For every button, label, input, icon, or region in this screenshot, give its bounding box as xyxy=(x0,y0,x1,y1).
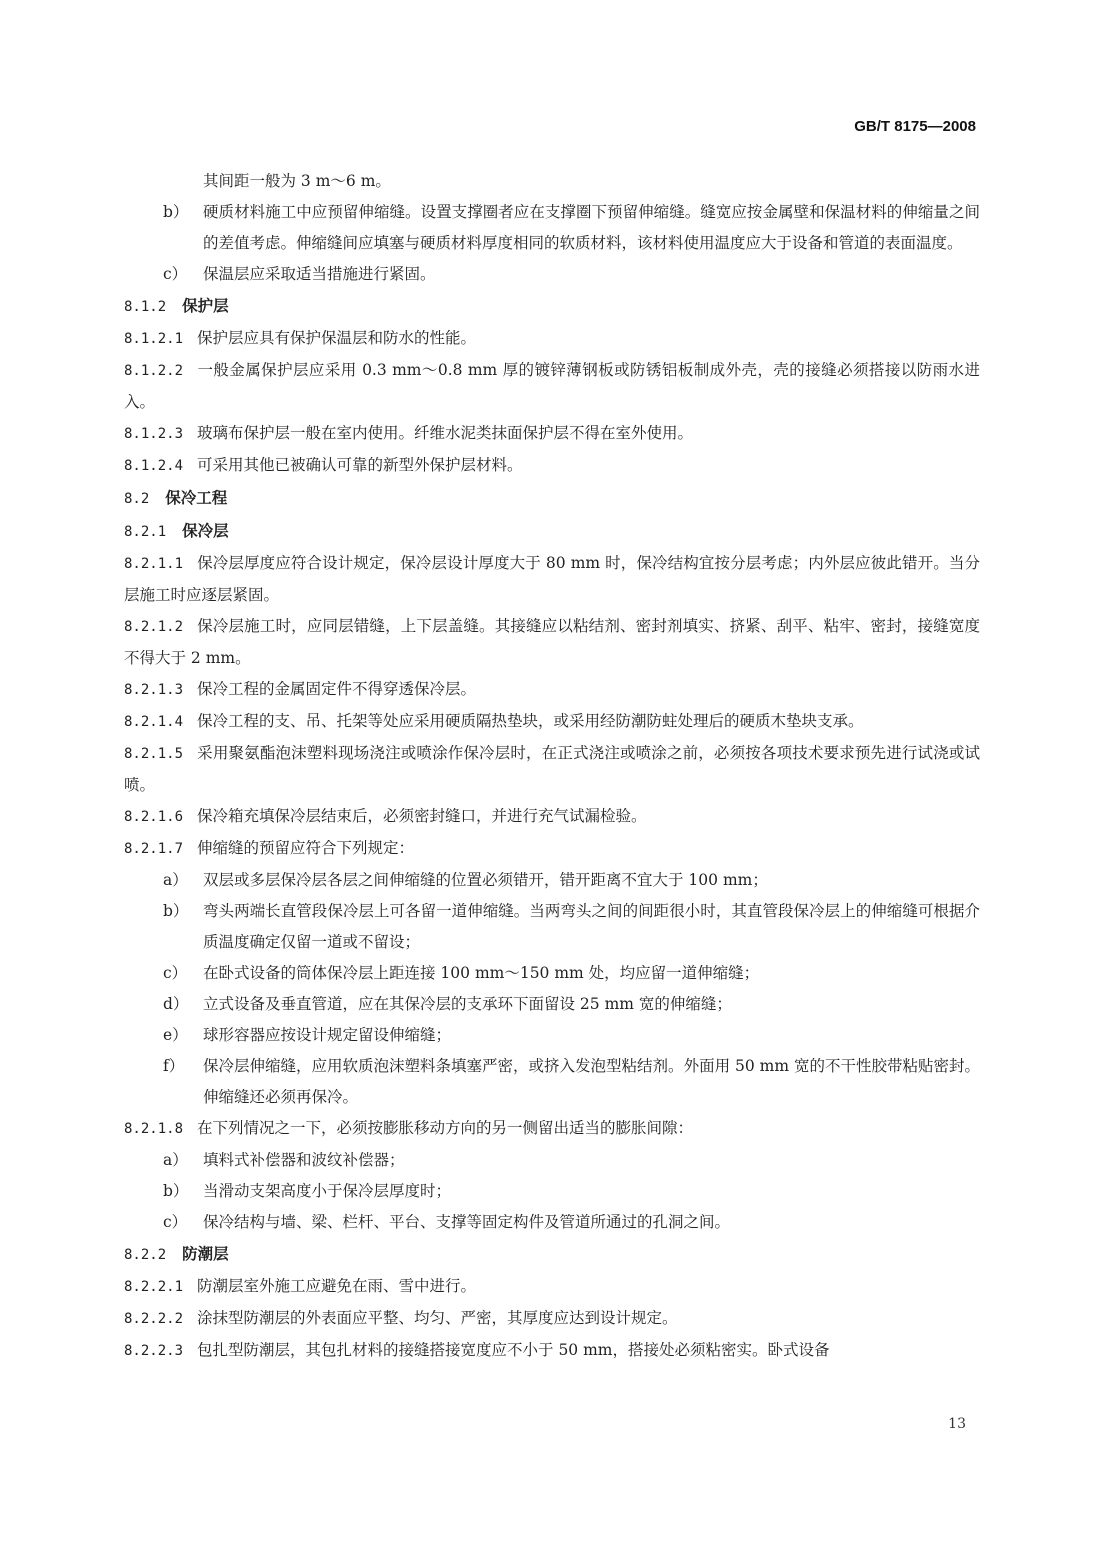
section-title: 保护层 xyxy=(182,296,229,315)
page-number: 13 xyxy=(948,1416,966,1432)
list-item xyxy=(124,1207,980,1238)
clause-number: 8.1.2.1 xyxy=(124,331,184,347)
section-number: 8.2 xyxy=(124,491,150,507)
clause-number: 8.2.1.6 xyxy=(124,809,184,825)
list-item xyxy=(124,1020,980,1051)
section-heading xyxy=(124,482,980,515)
clause xyxy=(124,1303,980,1335)
list-item-text: 球形容器应按设计规定留设伸缩缝； xyxy=(203,1026,452,1044)
clause-number: 8.2.1.7 xyxy=(124,841,184,857)
list-item xyxy=(124,1176,980,1207)
clause-number: 8.1.2.3 xyxy=(124,426,184,442)
list-marker: c） xyxy=(163,1213,188,1231)
clause xyxy=(124,1335,980,1367)
list-item-text: 硬质材料施工中应预留伸缩缝。设置支撑圈者应在支撑圈下预留伸缩缝。缝宽应按金属壁和保温材料的伸缩量之间的差值考虑。伸缩缝间应填塞与硬质材料厚度相同的软质材料，该材料使用温度应大于设备和管道的表面温度。 xyxy=(203,203,980,252)
clause xyxy=(124,801,980,833)
clause-number: 8.1.2.2 xyxy=(124,363,184,379)
list-item-text: 双层或多层保冷层各层之间伸缩缝的位置必须错开，错开距离不宜大于 100 mm； xyxy=(203,871,768,889)
list-item-text: 保冷层伸缩缝，应用软质泡沫塑料条填塞严密，或挤入发泡型粘结剂。外面用 50 mm 宽的不干性胶带粘贴密封。伸缩缝还必须再保冷。 xyxy=(203,1057,980,1106)
list-marker: a） xyxy=(163,871,188,889)
clause-text: 采用聚氨酯泡沫塑料现场浇注或喷涂作保冷层时，在正式浇注或喷涂之前，必须按各项技术要求预先进行试浇或试喷。 xyxy=(124,744,980,794)
list-item xyxy=(124,1145,980,1176)
list-item xyxy=(124,958,980,989)
clause xyxy=(124,450,980,482)
section-number: 8.1.2 xyxy=(124,299,167,315)
continued-text: 其间距一般为 3 m～6 m。 xyxy=(203,172,391,190)
list-item xyxy=(124,989,980,1020)
clause-text: 保冷工程的金属固定件不得穿透保冷层。 xyxy=(197,680,477,698)
section-heading xyxy=(124,1238,980,1271)
clause-number: 8.2.2.1 xyxy=(124,1279,184,1295)
section-title: 防潮层 xyxy=(182,1244,229,1263)
clause-number: 8.2.1.5 xyxy=(124,746,184,762)
standard-number-header: GB/T 8175—2008 xyxy=(854,118,976,135)
list-item xyxy=(124,197,980,259)
list-item-text: 立式设备及垂直管道，应在其保冷层的支承环下面留设 25 mm 宽的伸缩缝； xyxy=(203,995,732,1013)
clause-number: 8.2.2.2 xyxy=(124,1311,184,1327)
clause xyxy=(124,548,980,611)
clause xyxy=(124,1271,980,1303)
clause-number: 8.2.1.4 xyxy=(124,714,184,730)
clause xyxy=(124,611,980,674)
clause-text: 可采用其他已被确认可靠的新型外保护层材料。 xyxy=(197,456,523,474)
section-title: 保冷层 xyxy=(182,521,229,540)
list-marker: e） xyxy=(163,1026,188,1044)
document-body xyxy=(124,166,980,1367)
clause-text: 防潮层室外施工应避免在雨、雪中进行。 xyxy=(197,1277,477,1295)
list-item xyxy=(124,259,980,290)
list-marker: c） xyxy=(163,265,188,283)
clause xyxy=(124,323,980,355)
clause xyxy=(124,833,980,865)
clause-number: 8.2.2.3 xyxy=(124,1343,184,1359)
clause-text: 保冷层施工时，应同层错缝，上下层盖缝。其接缝应以粘结剂、密封剂填实、挤紧、刮平、粘牢、密封，接缝宽度不得大于 2 mm。 xyxy=(124,617,980,667)
list-marker: b） xyxy=(163,1182,189,1200)
list-item-text: 当滑动支架高度小于保冷层厚度时； xyxy=(203,1182,452,1200)
list-marker: b） xyxy=(163,203,189,221)
list-item xyxy=(124,1051,980,1113)
section-heading xyxy=(124,290,980,323)
clause-number: 8.2.1.1 xyxy=(124,556,184,572)
clause-number: 8.2.1.2 xyxy=(124,619,184,635)
section-number: 8.2.1 xyxy=(124,524,167,540)
list-item-text: 在卧式设备的筒体保冷层上距连接 100 mm～150 mm 处，均应留一道伸缩缝； xyxy=(203,964,760,982)
list-item-text: 保冷结构与墙、梁、栏杆、平台、支撑等固定构件及管道所通过的孔洞之间。 xyxy=(203,1213,731,1231)
section-title: 保冷工程 xyxy=(165,488,228,507)
list-marker: a） xyxy=(163,1151,188,1169)
list-marker: b） xyxy=(163,902,189,920)
clause-text: 一般金属保护层应采用 0.3 mm～0.8 mm 厚的镀锌薄钢板或防锈铝板制成外壳，壳的接缝必须搭接以防雨水进入。 xyxy=(124,361,980,411)
clause-number: 8.1.2.4 xyxy=(124,458,184,474)
list-item xyxy=(124,865,980,896)
clause xyxy=(124,706,980,738)
list-item-text: 填料式补偿器和波纹补偿器； xyxy=(203,1151,405,1169)
clause-text: 保冷工程的支、吊、托架等处应采用硬质隔热垫块，或采用经防潮防蛀处理后的硬质木垫块支承。 xyxy=(197,712,864,730)
list-marker: f） xyxy=(163,1057,185,1075)
list-item xyxy=(124,896,980,958)
clause-text: 保冷层厚度应符合设计规定，保冷层设计厚度大于 80 mm 时，保冷结构宜按分层考虑；内外层应彼此错开。当分层施工时应逐层紧固。 xyxy=(124,554,980,604)
clause-text: 玻璃布保护层一般在室内使用。纤维水泥类抹面保护层不得在室外使用。 xyxy=(197,424,694,442)
clause-text: 伸缩缝的预留应符合下列规定： xyxy=(197,839,415,857)
clause xyxy=(124,355,980,418)
list-marker: c） xyxy=(163,964,188,982)
list-marker: d） xyxy=(163,995,189,1013)
clause-number: 8.2.1.8 xyxy=(124,1121,184,1137)
clause xyxy=(124,1113,980,1145)
section-heading xyxy=(124,515,980,548)
clause-text: 保护层应具有保护保温层和防水的性能。 xyxy=(197,329,477,347)
clause xyxy=(124,418,980,450)
clause-text: 涂抹型防潮层的外表面应平整、均匀、严密，其厚度应达到设计规定。 xyxy=(197,1309,678,1327)
list-item-text: 弯头两端长直管段保冷层上可各留一道伸缩缝。当两弯头之间的间距很小时，其直管段保冷层上的伸缩缝可根据介质温度确定仅留一道或不留设； xyxy=(203,902,980,951)
clause xyxy=(124,674,980,706)
list-item-text: 保温层应采取适当措施进行紧固。 xyxy=(203,265,436,283)
clause-text: 包扎型防潮层，其包扎材料的接缝搭接宽度应不小于 50 mm，搭接处必须粘密实。卧式设备 xyxy=(197,1341,830,1359)
section-number: 8.2.2 xyxy=(124,1247,167,1263)
clause-text: 保冷箱充填保冷层结束后，必须密封缝口，并进行充气试漏检验。 xyxy=(197,807,647,825)
clause-text: 在下列情况之一下，必须按膨胀移动方向的另一侧留出适当的膨胀间隙： xyxy=(197,1119,694,1137)
clause-number: 8.2.1.3 xyxy=(124,682,184,698)
clause xyxy=(124,738,980,801)
